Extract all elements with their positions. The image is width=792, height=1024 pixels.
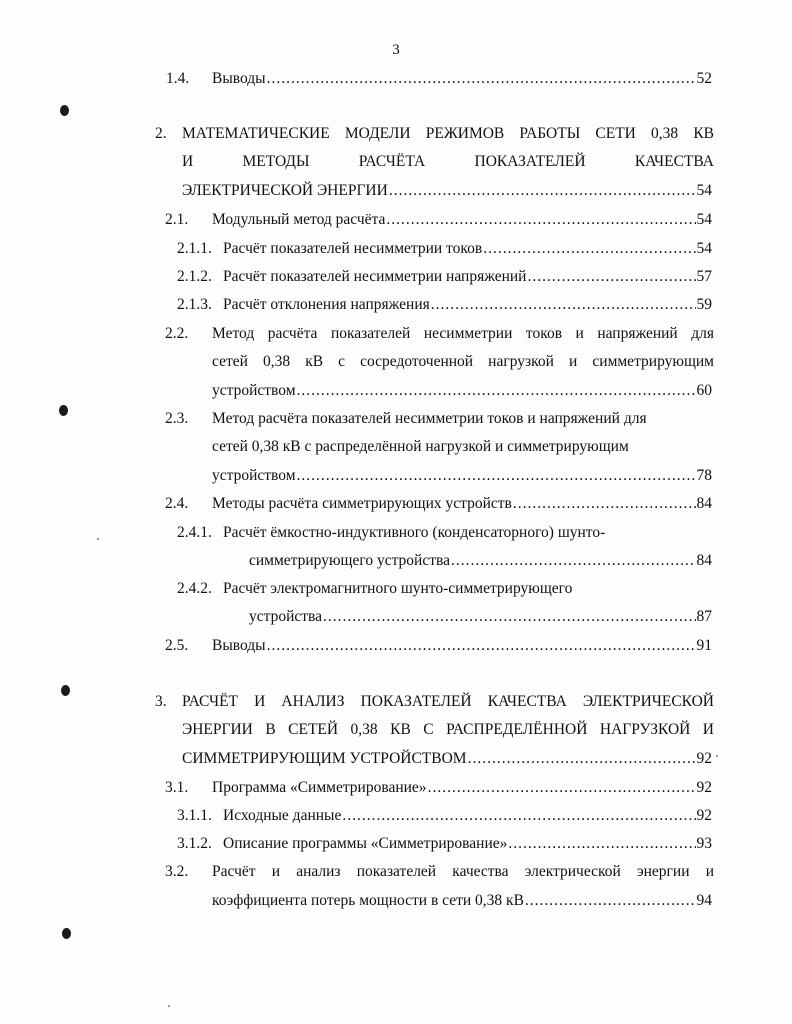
- toc-entry-title-line: Метод расчёта показателей несимметрии токов и напряжений для: [212, 410, 647, 427]
- toc-title-word: КАЧЕСТВА: [634, 153, 714, 170]
- toc-entry-page: 78: [696, 467, 712, 484]
- toc-leader-dots: [431, 296, 696, 314]
- toc-leader-dots: [297, 467, 696, 485]
- toc-leader-dots: [508, 835, 695, 853]
- toc-entry-number: 2.4.1.: [177, 524, 212, 541]
- toc-entry-number: 2.1.1.: [177, 240, 212, 257]
- toc-entry-number: 2.4.: [165, 495, 189, 512]
- toc-entry-number: 2.3.: [165, 410, 189, 427]
- toc-entry-page: 59: [696, 296, 712, 313]
- toc-entry-number: 2.1.2.: [177, 268, 212, 285]
- toc-entry-title-line: Расчёт ёмкостно-индуктивного (конденсаторного) шунто-: [223, 524, 606, 541]
- toc-entry-title-line: СИММЕТРИРУЮЩИМ УСТРОЙСТВОМ: [182, 750, 467, 767]
- toc-entry-title-line: устройством: [212, 382, 296, 399]
- toc-leader-dots: [342, 807, 695, 825]
- toc-entry-page: 84: [696, 552, 712, 569]
- toc-entry-title: Расчёт показателей несимметрии токов: [223, 240, 483, 257]
- toc-entry-title-line: устройством: [212, 467, 296, 484]
- toc-entry-title-line: МАТЕМАТИЧЕСКИЕ МОДЕЛИ РЕЖИМОВ РАБОТЫ СЕТИ 0,38 КВ: [182, 125, 714, 142]
- toc-entry-title: Программа «Симметрирование»: [212, 779, 427, 796]
- toc-leader-dots: [525, 892, 696, 910]
- toc-entry-title-line: ЭНЕРГИИ В СЕТЕЙ 0,38 КВ С РАСПРЕДЕЛЁННОЙ НАГРУЗКОЙ И: [182, 721, 714, 738]
- toc-entry-title: Выводы: [212, 637, 266, 654]
- toc-entry-title-line: сетей 0,38 кВ с сосредоточенной нагрузкой и симметрирующим: [212, 353, 714, 370]
- toc-entry-title: Исходные данные: [223, 807, 342, 824]
- toc-title-word: И: [182, 153, 194, 170]
- page-number: 3: [392, 42, 400, 58]
- toc-entry-number: 3.: [155, 693, 167, 710]
- toc-entry-page: 92: [696, 750, 712, 767]
- toc-entry-title: Расчёт отклонения напряжения: [223, 296, 430, 313]
- toc-entry-page: 94: [696, 892, 712, 909]
- toc-entry-number: 2.: [155, 125, 167, 142]
- toc-entry-number: 3.1.2.: [177, 835, 212, 852]
- toc-leader-dots: [451, 552, 695, 570]
- toc-entry-title-line: коэффициента потерь мощности в сети 0,38 кВ: [212, 892, 524, 909]
- toc-entry-number: 2.2.: [165, 325, 189, 342]
- toc-leader-dots: [267, 70, 696, 88]
- toc-entry-page: 54: [696, 211, 712, 228]
- toc-entry-title: Модульный метод расчёта: [212, 211, 386, 228]
- toc-leader-dots: [428, 779, 696, 797]
- toc-title-word: МЕТОДЫ: [242, 153, 310, 170]
- toc-entry-page: 57: [696, 268, 712, 285]
- toc-entry-page: 87: [696, 608, 712, 625]
- toc-entry-page: 54: [696, 240, 712, 257]
- toc-leader-dots: [386, 211, 695, 229]
- toc-entry-number: 2.4.2.: [177, 580, 212, 597]
- toc-entry-number: 3.2.: [165, 863, 189, 880]
- toc-entry-page: 52: [696, 70, 712, 87]
- toc-entry-title: Выводы: [212, 70, 266, 87]
- toc-entry-title: Расчёт показателей несимметрии напряжений: [223, 268, 527, 285]
- toc-entry-title-line: РАСЧЁТ И АНАЛИЗ ПОКАЗАТЕЛЕЙ КАЧЕСТВА ЭЛЕКТРИЧЕСКОЙ: [182, 693, 714, 710]
- toc-entry-title-line: [182, 153, 714, 171]
- toc-entry-title: Методы расчёта симметрирующих устройств: [212, 495, 512, 512]
- toc-leader-dots: [297, 382, 696, 400]
- toc-leader-dots: [323, 608, 695, 626]
- toc-entry-number: 2.1.: [165, 211, 189, 228]
- toc-leader-dots: [513, 495, 696, 513]
- toc-entry-title-line: ЭЛЕКТРИЧЕСКОЙ ЭНЕРГИИ: [182, 182, 388, 199]
- toc-entry-title-line: Расчёт и анализ показателей качества электрической энергии и: [212, 863, 714, 880]
- toc-title-word: РАСЧЁТА: [358, 153, 426, 170]
- toc-entry-number: 3.1.: [165, 779, 189, 796]
- toc-entry-title-line: Метод расчёта показателей несимметрии токов и напряжений для: [212, 325, 714, 342]
- toc-leader-dots: [468, 750, 696, 768]
- toc-entry-page: 54: [696, 182, 712, 199]
- toc-leader-dots: [527, 268, 695, 286]
- toc-leader-dots: [267, 637, 696, 655]
- toc-entry-page: 92: [696, 807, 712, 824]
- toc-entry-number: 2.5.: [165, 637, 189, 654]
- toc-entry-page: 91: [696, 637, 712, 654]
- toc-entry-title-line: Расчёт электромагнитного шунто-симметрирующего: [223, 580, 573, 597]
- toc-entry-page: 84: [696, 495, 712, 512]
- toc-entry-page: 92: [696, 779, 712, 796]
- toc-entry-title-line: симметрирующего устройства: [249, 552, 451, 569]
- toc-leader-dots: [389, 182, 696, 200]
- toc-entry-number: 1.4.: [166, 70, 190, 87]
- toc-entry-title-line: устройства: [249, 608, 323, 625]
- toc-title-word: ПОКАЗАТЕЛЕЙ: [474, 153, 586, 170]
- toc-entry-number: 2.1.3.: [177, 296, 212, 313]
- toc-leader-dots: [483, 240, 695, 258]
- toc-entry-title-line: сетей 0,38 кВ с распределённой нагрузкой и симметрирующим: [212, 438, 629, 455]
- toc-entry-page: 60: [696, 382, 712, 399]
- toc-entry-title: Описание программы «Симметрирование»: [223, 835, 508, 852]
- toc-entry-page: 93: [696, 835, 712, 852]
- toc-entry-number: 3.1.1.: [177, 807, 212, 824]
